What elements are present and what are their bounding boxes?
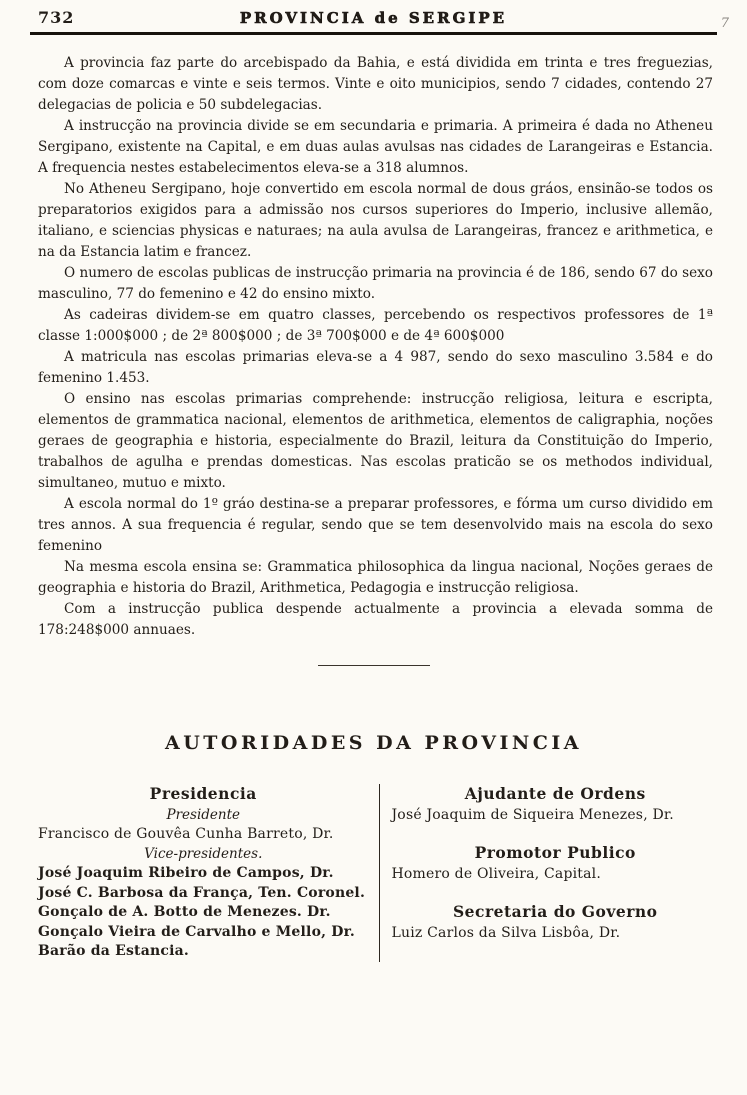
- page-number: 732: [38, 8, 75, 27]
- vice-presidentes-label: Vice-presidentes.: [144, 845, 263, 862]
- corner-mark: 7: [720, 16, 729, 31]
- person-name: José Joaquim Ribeiro de Campos, Dr.: [38, 865, 334, 881]
- paragraph: O numero de escolas publicas de instrucção primaria na provincia é de 186, sendo 67 do sexo masculino, 77 do femenino e 42 do ensino mixto.: [38, 265, 713, 302]
- right-section: [392, 784, 720, 825]
- paragraph: A instrucção na provincia divide se em secundaria e primaria. A primeira é dada no Atheneu Sergipano, existente na Capital, e em duas aulas avulsas nas cidades de Larangeiras e Estancia. A frequencia nestes estabelecimentos eleva-se a 318 alumnos.: [38, 118, 713, 176]
- presidencia-heading: Presidencia: [149, 784, 257, 803]
- paragraph: A matricula nas escolas primarias eleva-se a 4 987, sendo do sexo masculino 3.584 e do femenino 1.453.: [38, 349, 713, 386]
- paragraph: A escola normal do 1º gráo destina-se a preparar professores, e fórma um curso dividido em tres annos. A sua frequencia é regular, sendo que se tem desenvolvido mais na escola do sexo femenino: [38, 496, 713, 554]
- section-title: AUTORIDADES DA PROVINCIA: [164, 732, 583, 754]
- authorities-columns: [38, 784, 719, 962]
- person-name: Gonçalo Vieira de Carvalho e Mello, Dr.: [38, 923, 355, 940]
- person-name: José Joaquim de Siqueira Menezes, Dr.: [391, 806, 674, 823]
- section-divider: [318, 665, 430, 666]
- right-section: [392, 902, 720, 943]
- page-body: [38, 53, 713, 641]
- person-name: Gonçalo de A. Botto de Menezes. Dr.: [38, 904, 331, 920]
- left-column: [38, 784, 379, 962]
- person-name: Homero de Oliveira, Capital.: [391, 865, 602, 882]
- paragraph: Na mesma escola ensina se: Grammatica philosophica da lingua nacional, Noções geraes de geographia e historia do Brazil, Arithmetica, Pedagogia e instrucção religiosa.: [38, 559, 713, 596]
- header-title: PROVINCIA de SERGIPE: [239, 9, 508, 27]
- presidente-label: Presidente: [166, 806, 240, 823]
- right-column: [379, 784, 720, 962]
- promotor-heading: Promotor Publico: [474, 843, 636, 862]
- person-name: Luiz Carlos da Silva Lisbôa, Dr.: [391, 924, 621, 941]
- paragraph: No Atheneu Sergipano, hoje convertido em escola normal de dous gráos, ensinão-se todos os preparatorios exigidos para a admissão nos cursos superiores do Imperio, inclusive allemão, italiano, e sciencias physicas e naturaes; na aula avulsa de Larangeiras, francez e arithmetica, e na da Estancia latim e francez.: [38, 181, 713, 260]
- ajudante-heading: Ajudante de Ordens: [464, 784, 646, 803]
- paragraph: As cadeiras dividem-se em quatro classes, percebendo os respectivos professores de 1ª classe 1:000$000 ; de 2ª 800$000 ; de 3ª 700$000 e de 4ª 600$000: [38, 307, 713, 344]
- paragraph: Com a instrucção publica despende actualmente a provincia a elevada somma de 178:248$000 annuaes.: [38, 601, 713, 638]
- paragraph: A provincia faz parte do arcebispado da Bahia, e está dividida em trinta e tres freguezias, com doze comarcas e vinte e seis termos. Vinte e oito municipios, sendo 7 cidades, contendo 27 delegacias de policia e 50 subdelegacias.: [38, 55, 713, 113]
- paragraph: O ensino nas escolas primarias comprehende: instrucção religiosa, leitura e escripta, elementos de grammatica nacional, elementos de arithmetica, elementos de caligraphia, noções geraes de geographia e historia, especialmente do Brazil, leitura da Constituição do Imperio, trabalhos de agulha e prendas domesticas. Nas escolas praticão se os methodos individual, simultaneo, mutuo e mixto.: [38, 391, 713, 491]
- person-name: Francisco de Gouvêa Cunha Barreto, Dr.: [38, 826, 334, 842]
- running-header: [30, 8, 729, 35]
- person-name: José C. Barbosa da França, Ten. Coronel.: [38, 884, 366, 901]
- person-name: Barão da Estancia.: [38, 943, 189, 959]
- right-section: [392, 843, 720, 884]
- secretaria-heading: Secretaria do Governo: [452, 902, 658, 921]
